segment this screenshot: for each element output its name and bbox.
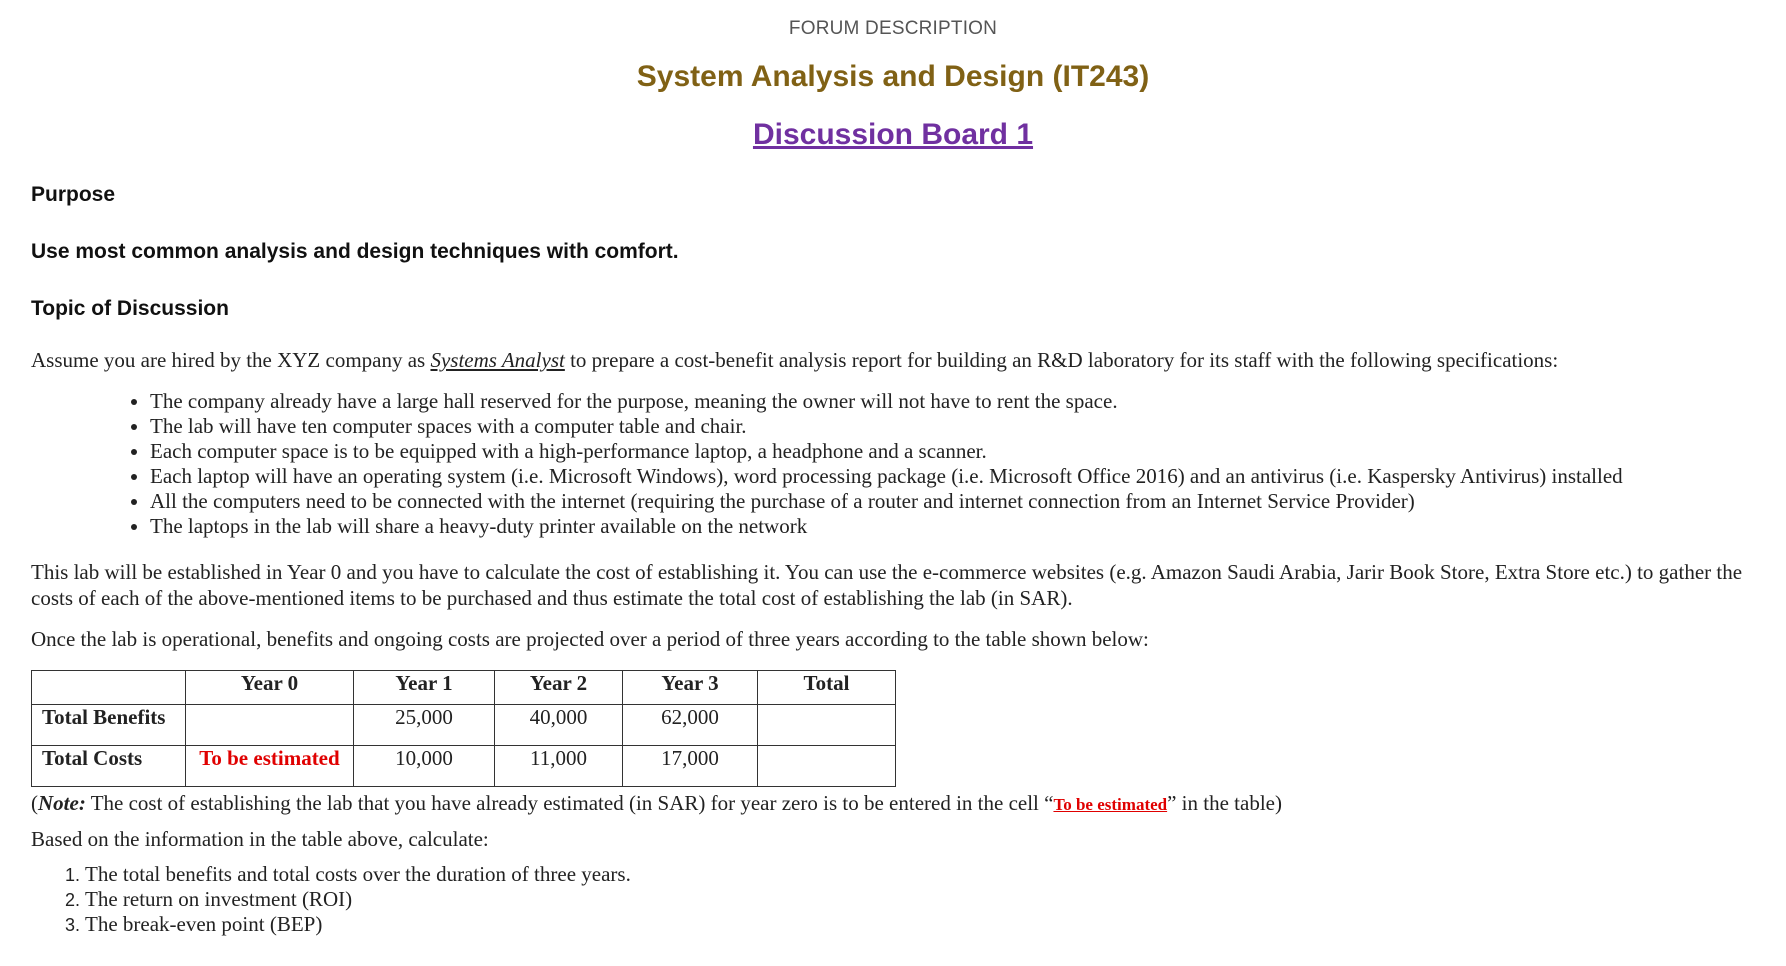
task-item: 2. The return on investment (ROI) bbox=[85, 887, 1685, 912]
table-cell bbox=[758, 705, 896, 746]
spec-item: • The laptops in the lab will share a heavy-duty printer available on the network bbox=[150, 514, 1770, 539]
course-title: System Analysis and Design (IT243) bbox=[636, 60, 1150, 93]
spec-item: • All the computers need to be connected with the internet (requiring the purchase of a router and internet connection from an Internet Service Provider) bbox=[150, 489, 1770, 514]
spec-item: • The company already have a large hall reserved for the purpose, meaning the owner will not have to rent the space. bbox=[150, 389, 1770, 414]
spec-item: • Each laptop will have an operating system (i.e. Microsoft Windows), word processing package (i.e. Microsoft Office 2016) and an antivirus (i.e. Kaspersky Antivirus) installed bbox=[150, 464, 1770, 489]
tasks-list bbox=[57, 862, 1685, 937]
intro-text-before: Assume you are hired by the XYZ company as bbox=[31, 348, 431, 372]
purpose-text: Use most common analysis and design techniques with comfort. bbox=[31, 240, 679, 263]
intro-role: Systems Analyst bbox=[430, 348, 565, 372]
table-header-cell: Year 3 bbox=[623, 671, 758, 705]
table-cell: 11,000 bbox=[495, 746, 623, 787]
to-be-estimated-cell: To be estimated bbox=[186, 746, 354, 787]
table-row-costs bbox=[32, 746, 896, 787]
table-cell: 25,000 bbox=[354, 705, 495, 746]
cost-benefit-table bbox=[31, 670, 896, 787]
purpose-heading: Purpose bbox=[31, 183, 116, 206]
table-note bbox=[31, 791, 1771, 817]
spec-item: • The lab will have ten computer spaces with a computer table and chair. bbox=[150, 414, 1770, 439]
task-item: 1. The total benefits and total costs over the duration of three years. bbox=[85, 862, 1685, 887]
note-text-after: ” in the table) bbox=[1167, 791, 1282, 815]
board-title bbox=[0, 118, 1786, 152]
table-cell bbox=[186, 705, 354, 746]
table-header-cell: Year 1 bbox=[354, 671, 495, 705]
table-header-cell: Year 2 bbox=[495, 671, 623, 705]
table-cell: 10,000 bbox=[354, 746, 495, 787]
table-cell: 17,000 bbox=[623, 746, 758, 787]
topic-intro bbox=[31, 348, 1771, 373]
note-reference: To be estimated bbox=[1053, 795, 1168, 814]
calculate-intro: Based on the information in the table above, calculate: bbox=[31, 827, 489, 851]
note-open-paren: ( bbox=[31, 791, 38, 815]
table-row-benefits bbox=[32, 705, 896, 746]
note-text-before: The cost of establishing the lab that you have already estimated (in SAR) for year zero is to be entered in the cell “ bbox=[85, 791, 1054, 815]
establish-paragraph: This lab will be established in Year 0 and you have to calculate the cost of establishing it. You can use the e-commerce websites (e.g. Amazon Saudi Arabia, Jarir Book Store, Extra Store etc.) to gather the costs of each of the above-mentioned items to be purchased and thus estimate the total cost of establishing the lab (in SAR). bbox=[31, 560, 1743, 610]
spec-item: • Each computer space is to be equipped with a high-performance laptop, a headphone and a scanner. bbox=[150, 439, 1770, 464]
table-header-cell: Year 0 bbox=[186, 671, 354, 705]
row-label: Total Costs bbox=[32, 746, 186, 787]
specifications-list bbox=[114, 389, 1770, 539]
discussion-board-link[interactable]: Discussion Board 1 bbox=[752, 118, 1034, 151]
task-item: 3. The break-even point (BEP) bbox=[85, 912, 1685, 937]
table-cell: 62,000 bbox=[623, 705, 758, 746]
topic-heading: Topic of Discussion bbox=[31, 297, 229, 320]
table-header-cell: Total bbox=[758, 671, 896, 705]
table-header-row bbox=[32, 671, 896, 705]
forum-label: FORUM DESCRIPTION bbox=[788, 18, 998, 39]
table-cell: 40,000 bbox=[495, 705, 623, 746]
intro-text-after: to prepare a cost-benefit analysis report for building an R&D laboratory for its staff with the following specifications: bbox=[564, 348, 1559, 372]
table-header-cell bbox=[32, 671, 186, 705]
table-cell bbox=[758, 746, 896, 787]
row-label: Total Benefits bbox=[32, 705, 186, 746]
note-label: Note: bbox=[38, 791, 86, 815]
projection-paragraph: Once the lab is operational, benefits and ongoing costs are projected over a period of three years according to the table shown below: bbox=[31, 627, 1149, 651]
